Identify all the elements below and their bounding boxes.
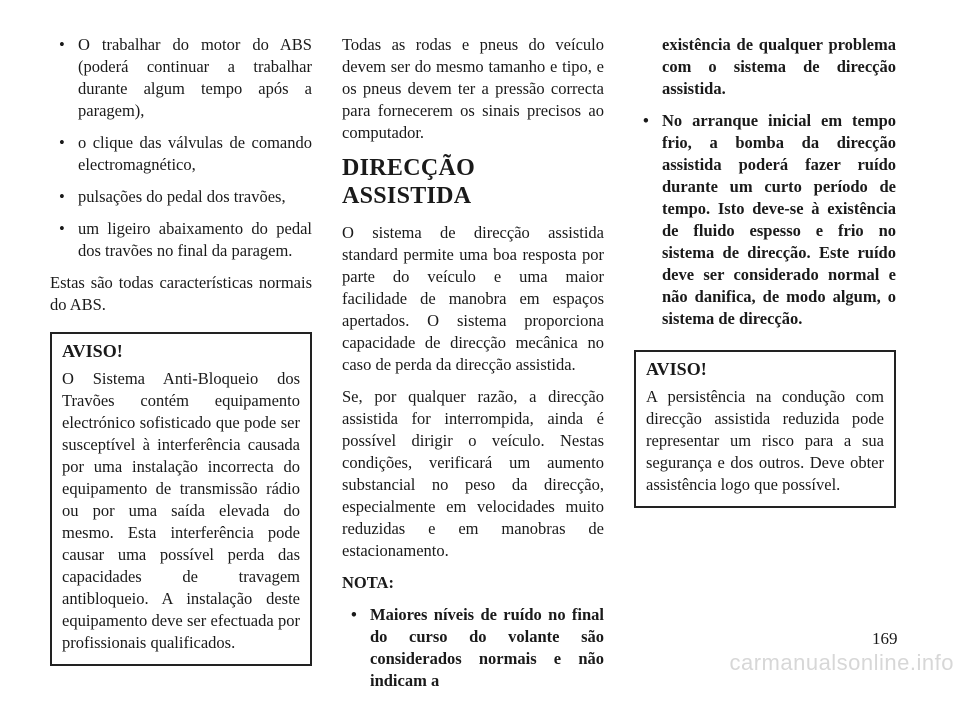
list-item: • No arranque inicial em tempo frio, a bomba da direcção assistida poderá fazer ruído durante um curto período de tempo. Isto deve-se à existência de fluido espesso e frio no sistema de direcção. Este ruído deve ser considerado normal e não danifica, de modo algum, o sistema de direcção. — [643, 111, 896, 328]
power-steering-paragraph: O sistema de direcção assistida standard permite uma boa resposta por parte do veículo e uma maior facilidade de manobra em espaços apertados. O sistema proporciona capacidade de direcção mecânica no caso de perda da direcção assistida. — [342, 223, 604, 374]
list-item: • um ligeiro abaixamento do pedal dos travões no final da paragem. — [59, 219, 312, 260]
bullet-icon: • — [59, 133, 65, 152]
warning-text: A persistência na condução com direcção assistida reduzida pode representar um risco para a sua segurança e dos outros. Deve obter assistência logo que possível. — [646, 387, 884, 494]
page-number: 169 — [872, 629, 898, 648]
steering-loss-paragraph: Se, por qualquer razão, a direcção assistida for interrompida, ainda é possível dirigir o veículo. Nestas condições, verificará um aumento substancial no peso da direcção, especialmente em velocidades muito reduzidas e em manobras de estacionamento. — [342, 387, 604, 560]
note-continuation: existência de qualquer problema com o sistema de direcção assistida. — [662, 35, 896, 98]
list-item: • pulsações do pedal dos travões, — [59, 187, 286, 206]
abs-normal-paragraph: Estas são todas características normais do ABS. — [50, 273, 312, 314]
bullet-icon: • — [59, 219, 65, 238]
note-list — [342, 604, 604, 692]
list-item: • O trabalhar do motor do ABS (poderá continuar a trabalhar durante algum tempo após a paragem), — [59, 35, 312, 120]
note-list-continued — [634, 110, 896, 330]
tyres-paragraph: Todas as rodas e pneus do veículo devem ser do mesmo tamanho e tipo, e os pneus devem ter a pressão correcta para fornecerem os sinais precisos ao computador. — [342, 35, 604, 142]
left-column — [50, 34, 312, 666]
warning-title: AVISO! — [62, 341, 123, 361]
section-heading: DIRECÇÃO ASSISTIDA — [342, 155, 476, 209]
bullet-icon: • — [59, 187, 65, 206]
abs-behaviour-list — [50, 34, 312, 262]
middle-column — [342, 34, 604, 702]
steering-warning-box — [634, 350, 896, 508]
list-item: • Maiores níveis de ruído no final do curso do volante são considerados normais e não indicam a — [351, 605, 604, 690]
list-item: • o clique das válvulas de comando electromagnético, — [59, 133, 312, 174]
bullet-icon: • — [59, 35, 65, 54]
abs-warning-box — [50, 332, 312, 666]
note-label: NOTA: — [342, 573, 394, 592]
right-column — [634, 34, 896, 508]
warning-title: AVISO! — [646, 359, 707, 379]
bullet-icon: • — [643, 111, 649, 130]
warning-text: O Sistema Anti-Bloqueio dos Travões contém equipamento electrónico sofisticado que pode ser susceptível à interferência causada por uma instalação incorrecta do equipamento de transmissão rádio ou por uma saída elevada do mesmo. Esta interferência pode causar uma possível perda das capacidades de travagem antibloqueio. A instalação deste equipamento deve ser efectuada por profissionais qualificados. — [62, 369, 300, 652]
bullet-icon: • — [351, 605, 357, 624]
watermark: carmanualsonline.info — [729, 650, 954, 675]
